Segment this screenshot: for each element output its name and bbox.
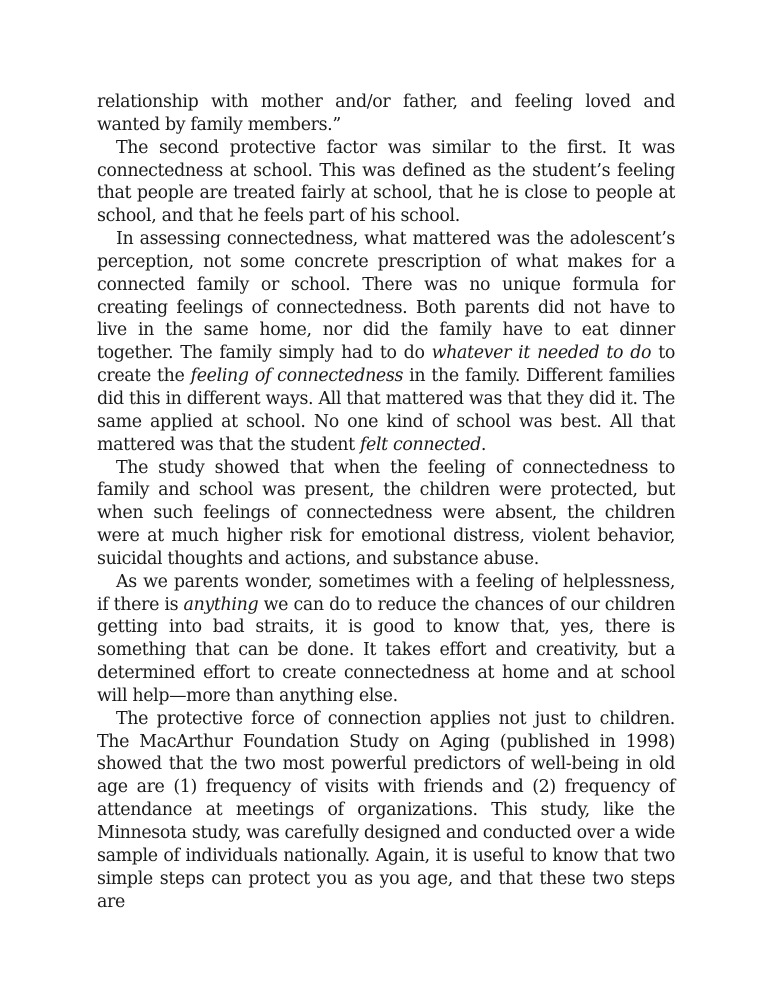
paragraph	[97, 571, 675, 708]
text-run: .	[480, 434, 487, 455]
text-run: in the family. Different families did this in different ways. All that mattered was that they did it. The same applied at school. No one kind of school was best. All that mattered was that the student	[97, 366, 676, 455]
paragraph	[97, 91, 675, 137]
italic-text-run: anything	[183, 594, 259, 615]
paragraph	[97, 708, 675, 914]
paragraph	[97, 137, 675, 228]
paragraph	[97, 457, 675, 571]
text-run: As we parents wonder, sometimes with a feeling of helplessness, if there is	[97, 571, 675, 615]
italic-text-run: felt connected	[359, 434, 481, 455]
italic-text-run: whatever it needed to do	[431, 343, 652, 364]
text-run: The second protective factor was similar to the first. It was connectedness at school. This was defined as the student’s feeling that people are treated fairly at school, that he is close to people at school, and that he feels part of his school.	[97, 137, 675, 227]
text-run: we can do to reduce the chances of our children getting into bad straits, it is good to know that, yes, there is something that can be done. It takes effort and creativity, but a determined effort to create connectedness at home and at school will help—more than anything else.	[97, 594, 675, 706]
book-page	[97, 91, 675, 913]
text-run: relationship with mother and/or father, and feeling loved and wanted by family members.”	[97, 92, 675, 135]
text-run: The protective force of connection applies not just to children. The MacArthur Foundation Study on Aging (published in 1998) showed that the two most powerful predictors of well-being in old age are (1) frequency of visits with friends and (2) frequency of attendance at meetings of organizations. This study, like the Minnesota study, was carefully designed and conducted over a wide sample of individuals nationally. Again, it is useful to know that two simple steps can protect you as you age, and that these two steps are	[97, 708, 675, 912]
paragraph	[97, 228, 675, 456]
text-run: The study showed that when the feeling of connectedness to family and school was present, the children were protected, but when such feelings of connectedness were absent, the children were at much higher risk for emotional distress, violent behavior, suicidal thoughts and actions, and substance abuse.	[97, 457, 675, 569]
italic-text-run: feeling of connectedness	[190, 366, 404, 387]
text-run: to create the	[97, 343, 676, 387]
text-run: In assessing connectedness, what mattered was the adolescent’s perception, not some concrete prescription of what makes for a connected family or school. There was no unique formula for creating feelings of connectedness. Both parents did not have to live in the same home, nor did the family have to eat dinner together. The family simply had to do	[97, 229, 675, 364]
